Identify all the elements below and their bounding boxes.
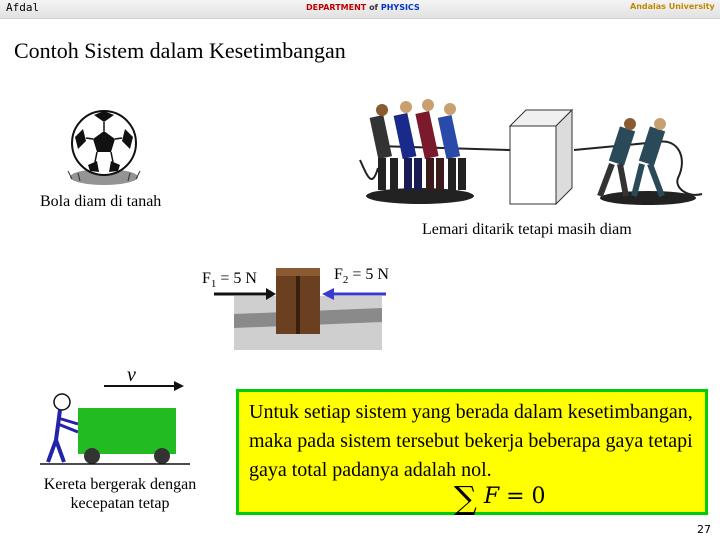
velocity-label: v <box>127 364 136 386</box>
force1-subscript: 1 <box>210 278 217 291</box>
force2-value: = 5 N <box>348 266 389 283</box>
force2-symbol: F <box>334 266 343 283</box>
formula-equals-zero: = 0 <box>499 484 546 509</box>
explanation-text: Untuk setiap sistem yang berada dalam kesetimbangan, maka pada sistem tersebut bekerja beberapa gaya tetapi gaya total padanya adalah nol. <box>249 401 693 481</box>
department-prefix: DEPARTMENT <box>306 3 367 12</box>
author-name: Afdal <box>6 1 40 14</box>
ball-caption: Bola diam di tanah <box>40 193 162 210</box>
force2-subscript: 2 <box>342 274 349 287</box>
department-of: of <box>369 3 379 12</box>
soccer-ball-image <box>64 105 144 187</box>
tug-of-war-image <box>358 98 706 212</box>
cart-caption-line1: Kereta bergerak dengan <box>43 476 197 493</box>
cart-caption-line2: kecepatan tetap <box>70 495 170 512</box>
cart-image <box>40 378 190 468</box>
university-name: Andalas University <box>630 2 715 11</box>
formula-force-symbol: F <box>483 484 500 509</box>
net-force-formula <box>454 479 546 517</box>
force1-symbol: F <box>202 270 211 287</box>
force1-value: = 5 N <box>216 270 257 287</box>
slide-title: Contoh Sistem dalam Kesetimbangan <box>14 38 346 63</box>
department-label <box>306 3 420 12</box>
cabinet-caption: Lemari ditarik tetapi masih diam <box>422 221 632 238</box>
sigma-symbol: ∑ <box>454 479 477 517</box>
page-number: 27 <box>697 523 711 536</box>
forces-on-block-image <box>210 262 390 352</box>
department-name: PHYSICS <box>380 3 420 12</box>
cart-caption <box>30 475 210 513</box>
